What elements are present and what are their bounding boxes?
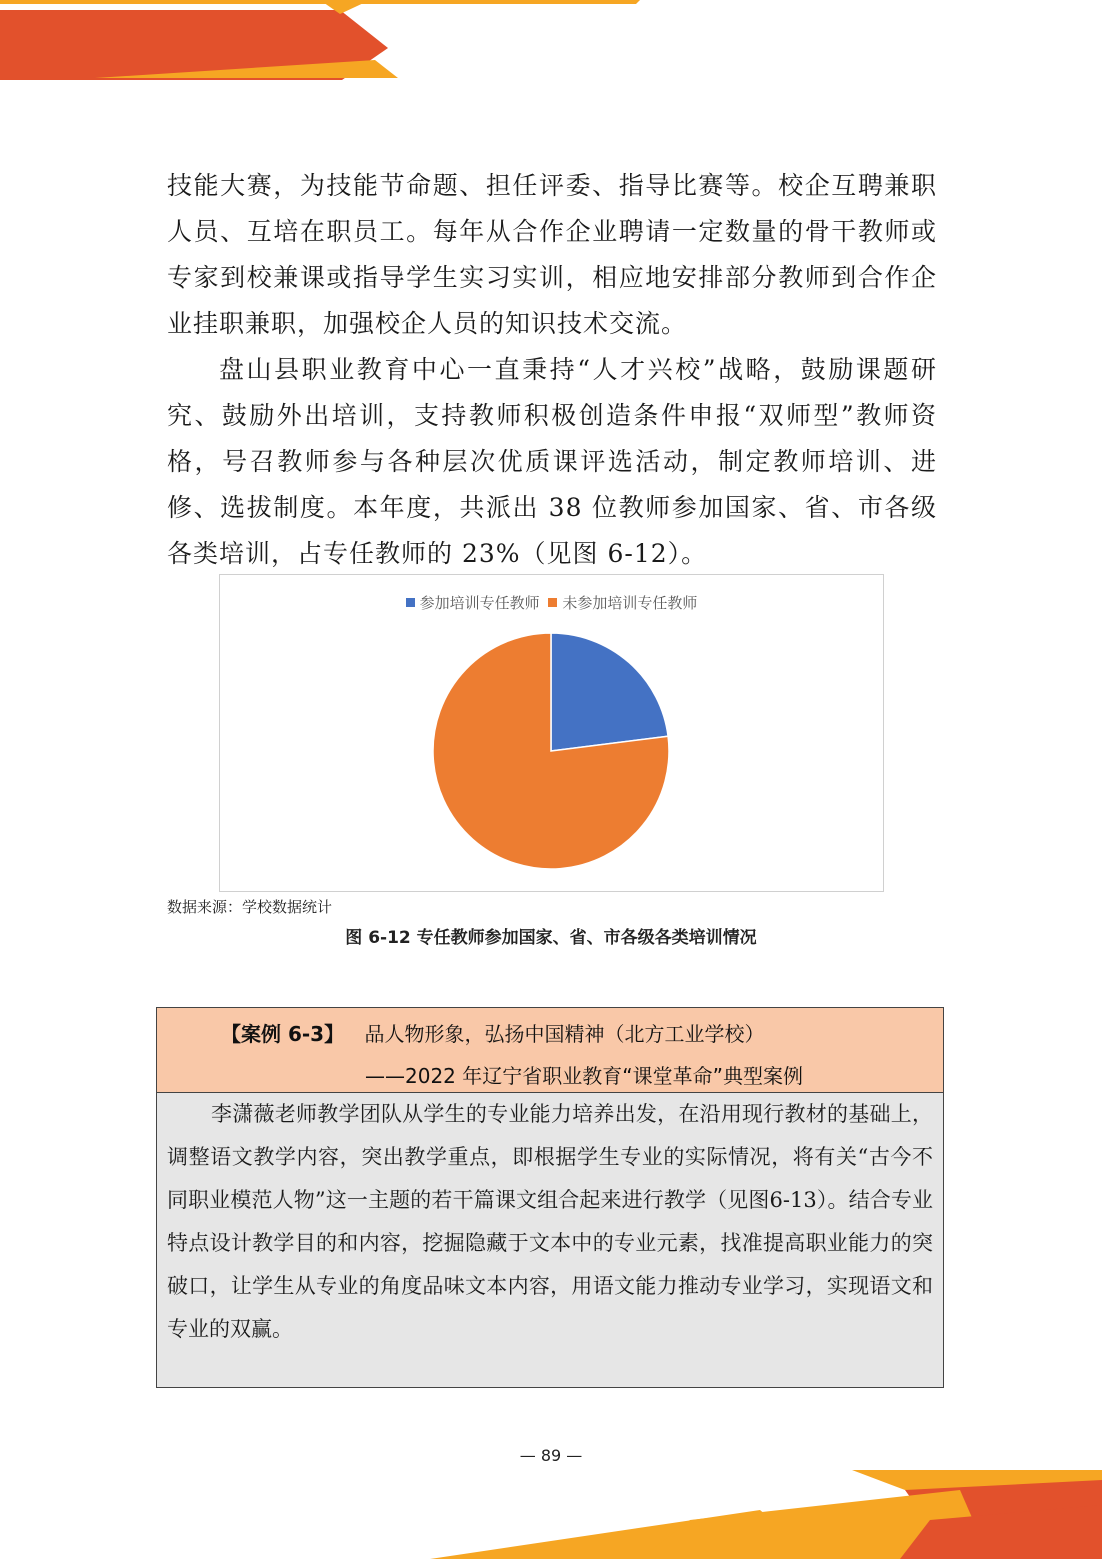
paragraph-2: 盘山县职业教育中心一直秉持“人才兴校”战略，鼓励课题研究、鼓励外出培训，支持教师积极创造条件申报“双师型”教师资格，号召教师参与各种层次优质课评选活动，制定教师培训、进修、选拔制度。本年度，共派出 38 位教师参加国家、省、市各级各类培训，占专任教师的 23%（见图 6-12）。 bbox=[167, 355, 937, 568]
paragraph-1: 技能大赛，为技能节命题、担任评委、指导比赛等。校企互聘兼职人员、互培在职员工。每年从合作企业聘请一定数量的骨干教师或专家到校兼课或指导学生实习实训，相应地安排部分教师到合作企业挂职兼职，加强校企人员的知识技术交流。 bbox=[167, 171, 937, 338]
pie-chart bbox=[219, 574, 884, 892]
case-body bbox=[157, 1093, 943, 1387]
figure-caption: 图 6-12 专任教师参加国家、省、市各级各类培训情况 bbox=[345, 928, 757, 948]
pie-slice-trained bbox=[551, 633, 668, 751]
case-label: 【案例 6-3】 bbox=[221, 1022, 345, 1046]
data-source-note: 数据来源：学校数据统计 bbox=[167, 898, 333, 916]
main-text bbox=[167, 163, 937, 577]
legend-label-untrained: 未参加培训专任教师 bbox=[562, 594, 698, 612]
top-corner-decoration bbox=[0, 0, 640, 82]
case-subtitle: ——2022 年辽宁省职业教育“课堂革命”典型案例 bbox=[365, 1064, 803, 1088]
case-box bbox=[156, 1007, 944, 1388]
case-body-text: 李潇薇老师教学团队从学生的专业能力培养出发，在沿用现行教材的基础上，调整语文教学内容，突出教学重点，即根据学生专业的实际情况，将有关“古今不同职业模范人物”这一主题的若干篇课文组合起来进行教学（见图6-13）。结合专业特点设计教学目的和内容，挖掘隐藏于文本中的专业元素，找准提高职业能力的突破口，让学生从专业的角度品味文本内容，用语文能力推动专业学习，实现语文和专业的双赢。 bbox=[167, 1102, 933, 1341]
case-header bbox=[157, 1008, 943, 1093]
page-number: — 89 — bbox=[519, 1446, 583, 1465]
pie-svg bbox=[220, 575, 883, 891]
case-title-line bbox=[221, 1018, 764, 1047]
legend-label-trained: 参加培训专任教师 bbox=[419, 594, 540, 612]
case-title: 品人物形象，弘扬中国精神（北方工业学校） bbox=[364, 1022, 765, 1046]
